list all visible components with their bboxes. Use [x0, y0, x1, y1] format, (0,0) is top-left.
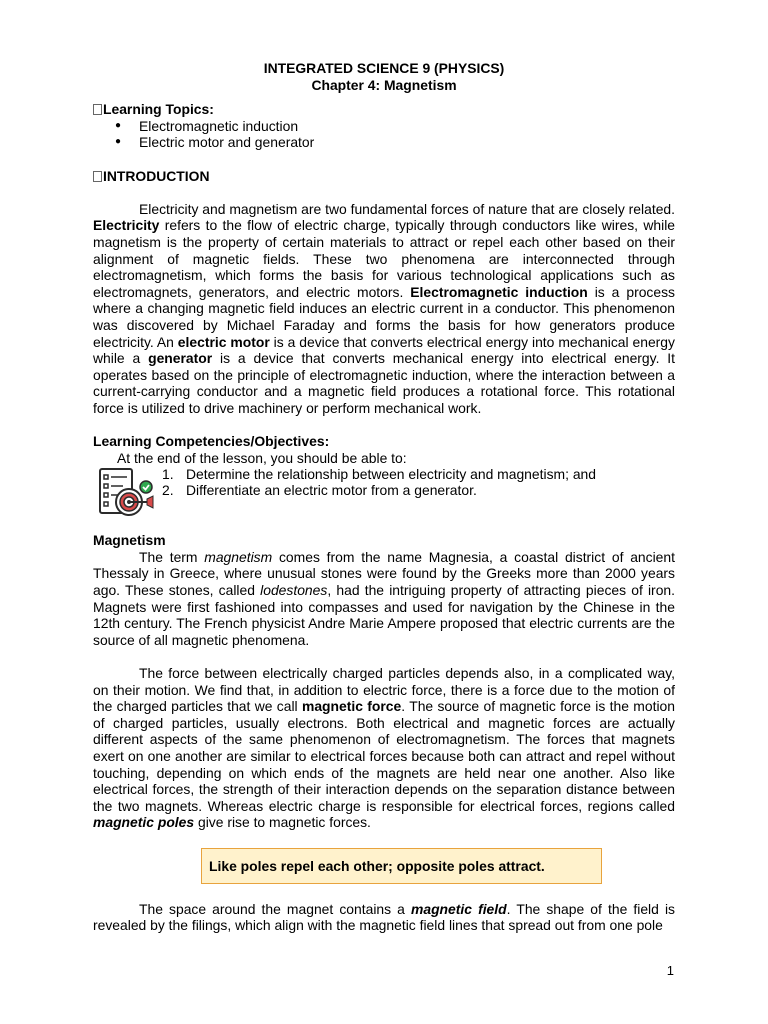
magnetism-paragraph-3: The space around the magnet contains a magnetic field. The shape of the field is revealed by the filings, which align with the magnetic field lines that spread out from one pole [93, 900, 675, 934]
introduction-paragraph: Electricity and magnetism are two fundamental forces of nature that are closely related. Electricity refers to the flow of electric charge, typically through conductors like wires, while magnetism is the property of certain materials to attract or repel each other based on their alignment of magnetic fields. These two phenomena are interconnected through electromagnetism, which forms the basis for various technological applications such as electromagnets, generators, and electric motors. Electromagnetic induction is a process where a changing magnetic field induces an electric current in a conductor. This phenomenon was discovered by Michael Faraday and forms the basis for how generators produce electricity. An electric motor is a device that converts electrical energy into mechanical energy while a generator is a device that converts mechanical energy into electrical energy. It operates based on the principle of electromagnetic induction, where the interaction between a current-carrying conductor and a magnetic field produces a rotational force. This rotational force is utilized to drive machinery or perform mechanical work. [93, 200, 675, 416]
list-item: ● Electromagnetic induction [113, 118, 675, 135]
page-number: 1 [666, 963, 674, 978]
topics-list [93, 118, 675, 151]
objectives-intro: At the end of the lesson, you should be able to: [117, 449, 407, 466]
list-item: 2. Differentiate an electric motor from a generator. [162, 482, 477, 499]
magnetism-heading: Magnetism [93, 532, 166, 549]
chapter-title: Chapter 4: Magnetism [311, 76, 457, 93]
introduction-heading: INTRODUCTION [93, 168, 675, 185]
objectives-block [93, 450, 675, 516]
key-rule-callout: Like poles repel each other; opposite poles attract. [201, 848, 602, 885]
missing-glyph-icon [93, 104, 102, 115]
missing-glyph-icon [93, 171, 102, 182]
objectives-list [162, 466, 596, 499]
magnetism-paragraph-2: The force between electrically charged particles depends also, in a complicated way, on their motion. We find that, in addition to electric force, there is a force due to the motion of the charged particles that we call magnetic force. The source of magnetic force is the motion of charged particles, usually electrons. Both electrical and magnetic forces are actually different aspects of the same phenomenon of electromagnetism. The forces that magnets exert on one another are similar to electrical forces because both can attract and repel without touching, depending on which ends of the magnets are held near one another. Also like electrical forces, the strength of their interaction depends on the separation distance between the two magnets. Whereas electric charge is responsible for electrical forces, regions called magnetic poles give rise to magnetic forces. [93, 665, 675, 831]
list-item: ● Electric motor and generator [113, 134, 675, 151]
document-page [93, 60, 675, 934]
document-title: INTEGRATED SCIENCE 9 (PHYSICS) [263, 60, 505, 76]
learning-topics-heading: Learning Topics: [93, 101, 675, 118]
magnetism-paragraph-1: The term magnetism comes from the name Magnesia, a coastal district of ancient Thessaly in Greece, where unusual stones were found by the Greeks more than 2000 years ago. These stones, called lodestones, had the intriguing property of attracting pieces of iron. Magnets were first fashioned into compasses and used for navigation by the Chinese in the 12th century. The French physicist Andre Marie Ampere proposed that electric currents are the source of all magnetic phenomena. [93, 548, 675, 648]
target-checklist-icon [97, 466, 155, 518]
objectives-heading: Learning Competencies/Objectives: [93, 433, 330, 450]
list-item: 1. Determine the relationship between electricity and magnetism; and [162, 465, 596, 482]
